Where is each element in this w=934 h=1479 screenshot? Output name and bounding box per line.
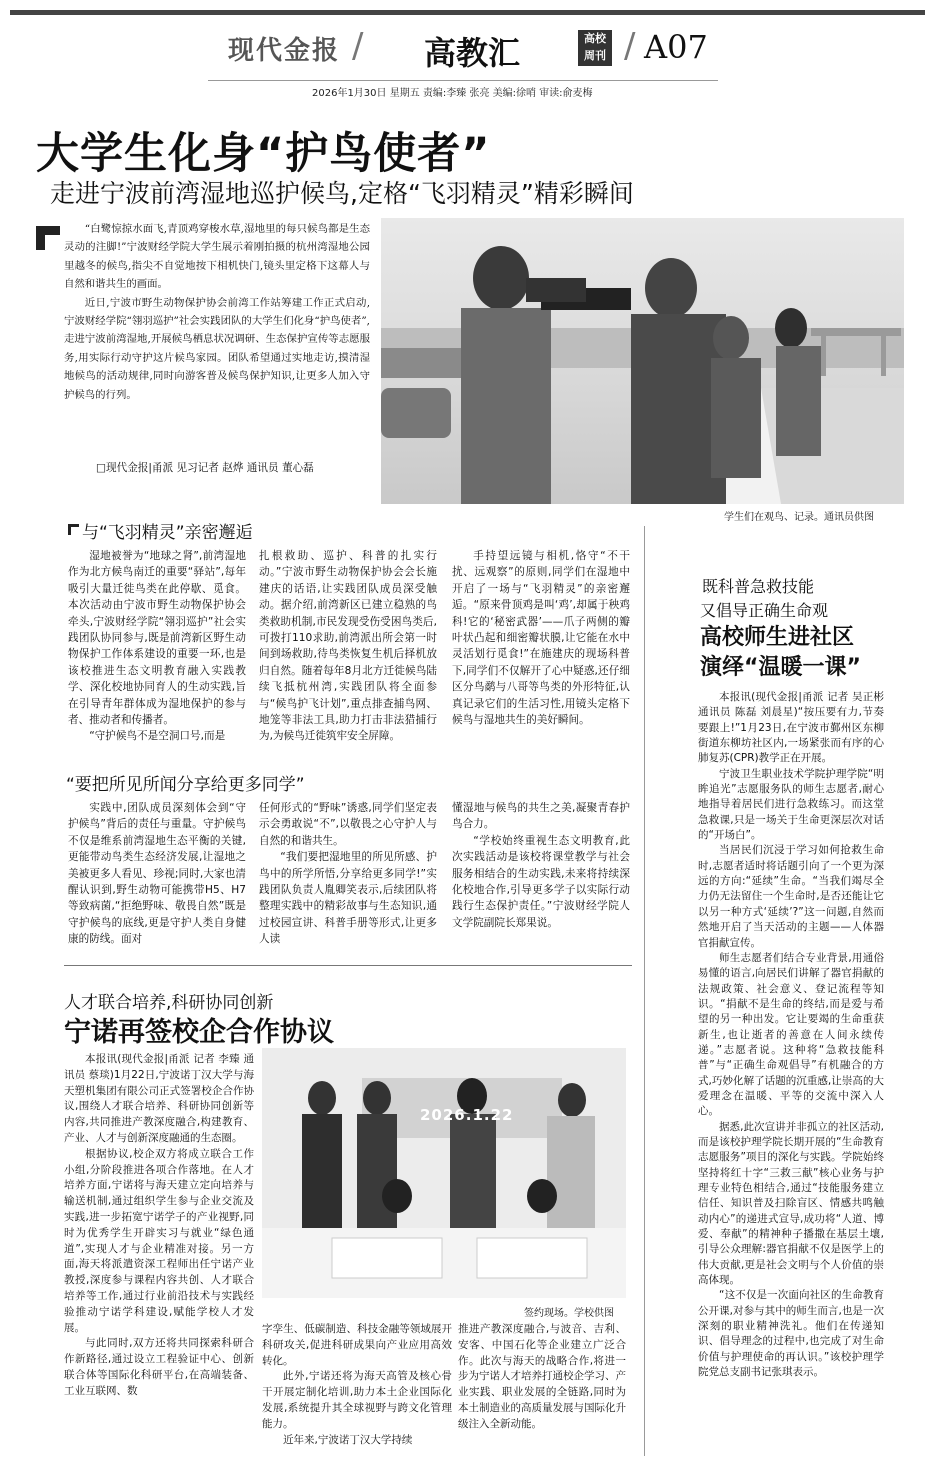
signing-photo-caption: 签约现场。学校供图	[524, 1308, 614, 1319]
banner-date: 2026.1.22	[420, 1106, 514, 1124]
masthead	[0, 0, 934, 100]
s2-column-3	[452, 800, 630, 931]
masthead-rule	[208, 80, 718, 81]
b-c1-para-3: 与此同时,双方还将共同探索科研合作新路径,通过设立工程验证中心、创新联合体等国际化科研平台,在高端装备、工业互联网、数	[64, 1337, 254, 1397]
badge-line1: 高校	[584, 32, 606, 45]
b-c2-para-2: 此外,宁诺还将为海天高管及核心骨干开展定制化培训,助力本土企业国际化发展,系统提升其全球视野与跨文化管理能力。	[262, 1370, 452, 1430]
section-name: 高教汇	[424, 34, 521, 72]
side-body	[698, 690, 884, 1380]
bottom-column-2	[262, 1322, 452, 1448]
s1-c1-para-2: “守护候鸟不是空洞口号,而是	[89, 730, 226, 743]
side-headline-1: 高校师生进社区	[700, 625, 855, 650]
s1-c2-para-1: 扎根救助、巡护、科普的扎实行动。”宁波市野生动物保护协会会长施建庆的话语,让实践团队成员深受触动。据介绍,前湾新区已建立稳熟的鸟类救助机制,市民发现受伤受困鸟类后,可拨打110求助,前湾派出所会第一时间到场救助,待鸟类恢复生机后择机放归自然。随着每年8月北方迁徙候鸟陆续飞抵杭州湾,实践团队将全面参与“候鸟护飞计划”,重点排查捕鸟网、地笼等非法工具,助力打击非法猎捕行为,为候鸟迁徙筑牢安全屏障。	[259, 550, 437, 743]
horizontal-divider	[64, 965, 632, 966]
s1-column-1	[68, 548, 246, 745]
side-kicker-1: 既科普急救技能	[702, 577, 815, 596]
s2-c2-para-1: 任何形式的“野味”诱惑,同学们坚定表示会勇敢说“不”,以敬畏之心守护人与自然的和谐共生。	[259, 802, 437, 847]
top-rule	[10, 10, 925, 15]
intro-para-2: 近日,宁波市野生动物保护协会前湾工作站筹建工作正式启动,宁波财经学院“翎羽巡护”社会实践团队的大学生们化身“护鸟使者”,走进宁波前湾湿地,开展候鸟栖息状况调研、生态保护宣传等志愿服务,用实际行动守护这片候鸟家园。团队希望通过实地走访,摸清湿地候鸟的活动规律,同时向游客普及候鸟保护知识,让更多人加入守护候鸟的行列。	[64, 296, 370, 401]
b-c1-para-1: 本报讯(现代金报|甬派 记者 李臻 通讯员 蔡琰)1月22日,宁波诺丁汉大学与海天塑机集团有限公司正式签署校企合作协议,围绕人才联合培养、科研协同创新等内容,共同推进产教深度融合,构建教育、产业、人才与创新深度融通的生态圈。	[64, 1053, 254, 1144]
s2-c3-para-1: 懂湿地与候鸟的共生之美,凝聚青春护鸟合力。	[452, 802, 630, 831]
s2-column-1	[68, 800, 246, 948]
s2-c3-para-2: “学校始终重视生态文明教育,此次实践活动是该校将课堂教学与社会服务相结合的生动实践,未来将持续深化校地合作,引导更多学子以实际行动践行生态保护责任。”宁波财经学院人文学院副院长郑果说。	[452, 834, 630, 929]
dateline: 2026年1月30日 星期五 责编:李臻 张亮 美编:徐哨 审读:俞麦梅	[312, 88, 593, 99]
masthead-slash-1: /	[352, 26, 364, 66]
s2-c1-para-1: 实践中,团队成员深刻体会到“守护候鸟”背后的责任与重量。守护候鸟不仅是维系前湾湿地生态平衡的关键,更能带动鸟类生态经济发展,让湿地之美被更多人看见、珍视;同时,大家也清醒认识到,野生动物可能携带H5、H7等致病菌,“拒绝野味、敬畏自然”既是守护候鸟的底线,更是守护人类自身健康的防线。面对	[68, 802, 246, 946]
side-para-4: 据悉,此次宣讲并非孤立的社区活动,而是该校护理学院长期开展的“生命教育志愿服务”项目的深化与实践。学院始终坚持将红十字“三救三献”核心业务与护理专业特色相结合,通过“技能服务建立信任、知识普及扫除盲区、情感共鸣触动内心”的递进式宣导,成功将“人道、博爱、奉献”的精神种子播撒在基层土壤,引导公众理解:器官捐献不仅是医学上的伟大贡献,更是社会文明与个人价值的崇高体现。	[698, 1120, 884, 1287]
b-c3-para-1: 推进产教深度融合,与波音、吉利、安客、中国石化等企业建立广泛合作。此次与海天的战略合作,将进一步为宁诺人才培养打通校企学习、产业实践、职业发展的全链路,同时为本土制造业的高质量发展与国际化升级注入全新动能。	[458, 1323, 626, 1430]
side-para-1: 宁波卫生职业技术学院护理学院“明眸追光”志愿服务队的师生志愿者,耐心地指导着居民们进行急救练习。而这堂急救课,只是一场关于生命更深层次对话的“开场白”。	[698, 767, 884, 842]
weekly-badge	[578, 30, 612, 66]
bottom-headline: 宁诺再签校企合作协议	[64, 1017, 334, 1048]
side-headline-2: 演绎“温暖一课”	[700, 655, 861, 680]
vertical-divider	[644, 526, 645, 1456]
side-kicker-2: 又倡导正确生命观	[700, 601, 829, 620]
section1-marker	[68, 524, 79, 535]
s2-c2-para-2: “我们要把湿地里的所见所感、护鸟中的所学所悟,分享给更多同学!”实践团队负责人胤卿笑表示,后续团队将整理实践中的精彩故事与生态知识,通过校园宣讲、科普手册等形式,让更多人读	[259, 851, 437, 946]
side-para-5: “这不仅是一次面向社区的生命教育公开课,对参与其中的师生而言,也是一次深刻的职业精神洗礼。他们在传递知识、倡导理念的过程中,也完成了对生命价值与护理使命的再认识。”该校护理学院党总支副书记张琪表示。	[698, 1289, 884, 1379]
b-c1-para-2: 根据协议,校企双方将成立联合工作小组,分阶段推进各项合作落地。在人才培养方面,宁诺将与海天建立定向培养与输送机制,通过组织学生参与企业交流及实践,进一步拓宽宁诺学子的产业视野,同时为优秀学生开辟实习与就业“绿色通道”,实现人才与企业精准对接。另一方面,海天将派遣资深工程师出任宁诺产业教授,深度参与课程内容共创、人才联合培养等工作,通过行业前沿技术与实践经验推动宁诺学科建设,赋能学校人才发展。	[64, 1147, 254, 1334]
section1-title: 与“飞羽精灵”亲密邂逅	[82, 523, 253, 543]
lead-intro	[64, 220, 370, 404]
paper-name: 现代金报	[228, 36, 341, 66]
badge-line2: 周刊	[584, 49, 606, 62]
side-para-3: 师生志愿者们结合专业背景,用通俗易懂的语言,向居民们讲解了器官捐献的法规政策、社会意义、登记流程等知识。“捐献不是生命的终结,而是爱与希望的另一种出发。它让要竭的生命重获新生,也让逝者的善意在人间永续传递。”志愿者说。这种将“急救技能科普”与“正确生命观倡导”有机融合的方式,巧妙化解了话题的沉重感,让崇高的大爱理念在温暖、平等的交流中深入人心。	[698, 951, 884, 1118]
s1-column-2	[259, 548, 437, 745]
b-c2-para-3: 近年来,宁波诺丁汉大学持续	[283, 1433, 413, 1446]
bottom-column-3	[458, 1322, 626, 1433]
lead-byline: □现代金报|甬派 见习记者 赵烨 通讯员 董心磊	[96, 462, 314, 474]
s1-c3-para-1: 手持望远镜与相机,恪守“不干扰、远观察”的原则,同学们在湿地中开启了一场与“飞羽精灵”的亲密邂逅。“原来骨顶鸡是叫‘鸡’,却属于秧鸡科!它的‘秘密武器’——爪子两侧的瓣叶状凸起和细密瓣状膜,让它能在水中灵活划行觅食!”在施建庆的现场科普下,同学们不仅解开了心中疑惑,还仔细区分鸟鹬与八哥等鸟类的外形特征,认真记录它们的生活习性,用镜头定格下候鸟与湿地共生的美好瞬间。	[452, 550, 630, 727]
lead-photo	[381, 218, 904, 504]
s2-column-2	[259, 800, 437, 948]
intro-para-1: “白鹭惊掠水面飞,青顶鸡穿梭水草,湿地里的每只候鸟都是生态灵动的注脚!”宁波财经学院大学生展示着刚拍摄的杭州湾湿地公园里越冬的候鸟,指尖不自觉地按下相机快门,镜头里定格下这幕人与自然和谐共生的画面。	[64, 223, 370, 291]
bottom-column-1	[64, 1052, 254, 1400]
lead-photo-caption: 学生们在观鸟、记录。通讯员供图	[724, 512, 874, 523]
b-c2-para-1: 字孪生、低碳制造、科技金融等领域展开科研攻关,促进科研成果向产业应用高效转化。	[262, 1323, 452, 1367]
signing-scene-illustration	[262, 1048, 626, 1298]
masthead-slash-2: /	[624, 26, 636, 66]
bottom-kicker: 人才联合培养,科研协同创新	[64, 993, 274, 1013]
s1-c1-para-1: 湿地被誉为“地球之肾”,前湾湿地作为北方候鸟南迁的重要“驿站”,每年吸引大量迁徙鸟类在此停歇、觅食。本次活动由宁波市野生动物保护协会牵头,宁波财经学院“翎羽巡护”社会实践团队协同参与,既是前湾新区野生动物保护工作体系建设的重要一环,也是该校推进生态文明教育融入实践教学、深化校地协同育人的生动实践,旨在引导青年群体成为湿地保护的参与者、推动者和传播者。	[68, 550, 246, 727]
lead-headline: 大学生化身“护鸟使者”	[36, 129, 491, 179]
quote-mark-icon	[36, 226, 60, 250]
lead-subhead: 走进宁波前湾湿地巡护候鸟,定格“飞羽精灵”精彩瞬间	[50, 179, 634, 208]
signing-photo	[262, 1048, 626, 1298]
side-lead-para: 本报讯(现代金报|甬派 记者 吴正彬 通讯员 陈磊 刘晨星)“按压要有力,节奏要跟上!”1月23日,在宁波市鄞州区东柳街道东柳坊社区内,一场紧张而有序的心肺复苏(CPR)教学正在开展。	[698, 691, 884, 765]
page-number: A07	[644, 28, 708, 66]
s1-column-3	[452, 548, 630, 728]
section2-title: “要把所见所闻分享给更多同学”	[66, 775, 305, 795]
side-para-2: 当居民们沉浸于学习如何抢救生命时,志愿者适时将话题引向了一个更为深远的方向:“延续”生命。“当我们竭尽全力仍无法留住一个生命时,是否还能让它以另一种方式‘延续’?”这一问题,自然而然地开启了当天活动的主题——人体器官捐献宣传。	[698, 844, 884, 949]
birdwatch-scene-illustration	[381, 218, 904, 504]
